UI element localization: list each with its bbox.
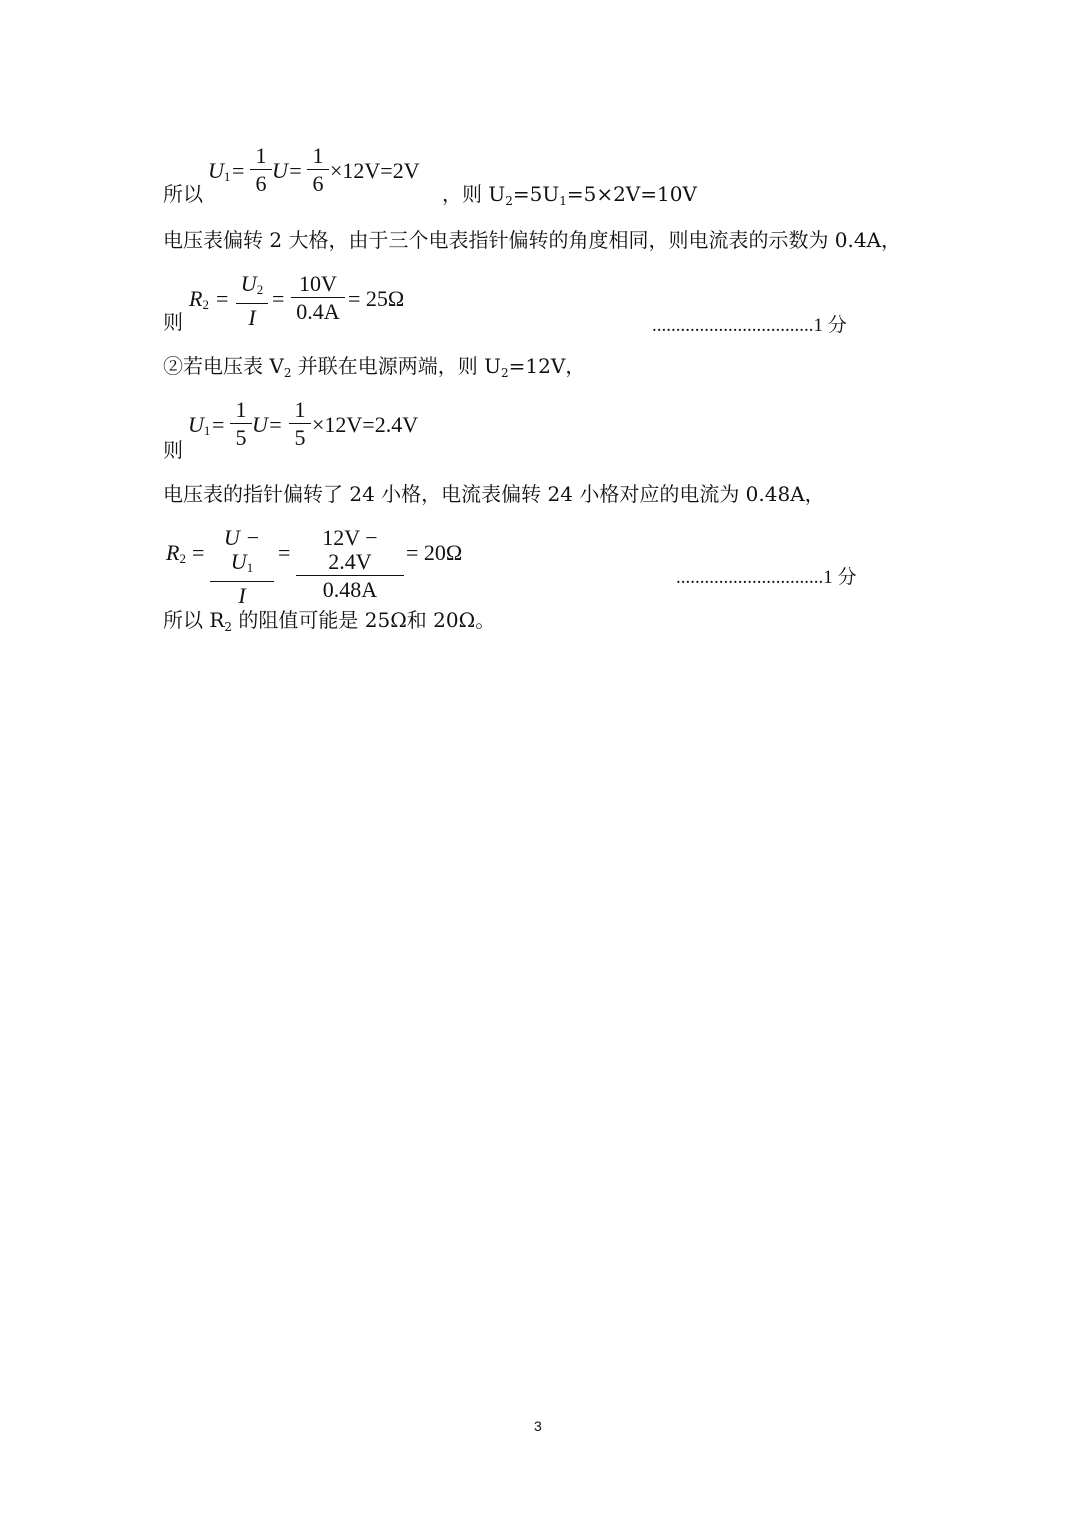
- page-number: 3: [534, 1418, 542, 1434]
- score-1-point-2: ...............................1 分: [676, 567, 857, 588]
- text-line-case-2: ②若电压表 $V_2$ 并联在电源两端，则 $U_2=12V$，: [163, 354, 586, 380]
- fraction-one-sixth-2: $\frac{1}{6}$: [307, 144, 329, 197]
- fraction-10v-over-0.4a: $\frac{10V}{0.4A}$: [291, 272, 345, 325]
- eq-tail-2.4v: ×12V=2.4V: [312, 412, 419, 437]
- prefix-ze-2: 则: [163, 438, 183, 462]
- var-u-equals-2: U=: [252, 412, 283, 437]
- equals-sign-2: =: [272, 286, 285, 311]
- fraction-u-minus-u1-over-i: $\frac{U - U_1}{I}$: [210, 526, 274, 609]
- prefix-suoyi: 所以: [163, 182, 203, 206]
- fraction-u2-over-i: $\frac{U_2}{I}$: [236, 272, 268, 331]
- var-r2-2: $R_2$: [166, 540, 186, 566]
- var-u-equals: U=: [272, 158, 303, 183]
- result-20-ohm: = 20Ω: [406, 540, 463, 565]
- fraction-12v-minus-2.4v-over-0.48a: $\frac{12V - 2.4V}{0.48A}$: [296, 526, 404, 603]
- equals-sign-2: =: [278, 540, 291, 565]
- var-r2: $R_2$: [189, 286, 209, 312]
- prefix-ze: 则: [163, 310, 183, 334]
- var-u1: $U_1$: [208, 158, 231, 184]
- text-line-24-divisions: 电压表的指针偏转了 24 小格，电流表偏转 24 小格对应的电流为 0.48A，: [163, 482, 825, 506]
- fraction-one-fifth: $\frac{1}{5}$: [230, 398, 252, 451]
- equals-sign: =: [212, 412, 225, 437]
- equals-sign: =: [192, 540, 205, 565]
- text-line-voltmeter-2-divisions: 电压表偏转 2 大格，由于三个电表指针偏转的角度相同，则电流表的示数为 0.4A，: [163, 228, 902, 252]
- result-25-ohm: = 25Ω: [348, 286, 405, 311]
- score-1-point: ..................................1 分: [652, 315, 847, 336]
- text-line-conclusion: 所以 $R_2$ 的阻值可能是 25Ω和 20Ω。: [163, 608, 496, 634]
- fraction-one-sixth: $\frac{1}{6}$: [250, 144, 272, 197]
- fraction-one-fifth-2: $\frac{1}{5}$: [289, 398, 311, 451]
- u2-equals-10v: ，则 $U_2=5U_1=5\times 2V=10V$: [442, 182, 697, 208]
- equals-sign: =: [232, 158, 245, 183]
- var-u1-2: $U_1$: [188, 412, 211, 438]
- equals-sign: =: [216, 286, 229, 311]
- eq-tail-2v: ×12V=2V: [330, 158, 420, 183]
